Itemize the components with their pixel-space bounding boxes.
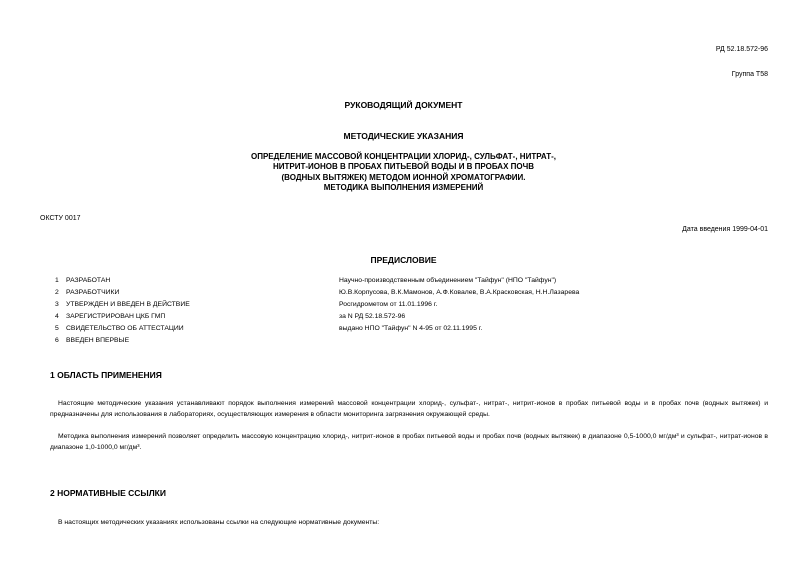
document-kind-heading: МЕТОДИЧЕСКИЕ УКАЗАНИЯ	[343, 131, 464, 141]
section-2-heading: 2 НОРМАТИВНЫЕ ССЫЛКИ	[50, 488, 166, 498]
preface-item-value: Научно-производственным объединением "Тайфун" (НПО "Тайфун")	[339, 277, 557, 284]
preface-heading: ПРЕДИСЛОВИЕ	[370, 255, 437, 265]
title-line: МЕТОДИКА ВЫПОЛНЕНИЯ ИЗМЕРЕНИЙ	[323, 182, 484, 192]
preface-item-label: СВИДЕТЕЛЬСТВО ОБ АТТЕСТАЦИИ	[66, 325, 184, 332]
preface-item	[0, 288, 807, 300]
section-2-paragraph-1: В настоящих методических указаниях использованы ссылки на следующие нормативные документы:	[58, 519, 380, 526]
section-1-paragraph-2: Методика выполнения измерений позволяет определить массовую концентрацию хлорид-, нитрит-ионов в пробах питьевой воды и пробах почв (водных вытяжек) в диапазоне 0,5-1000,0 мг/дм³ и сульфат-, нитрат-ионов в диапазоне 1,0-1000,0 мг/дм³.	[50, 433, 768, 451]
preface-item	[0, 300, 807, 312]
preface-item	[0, 324, 807, 336]
group-code: Группа Т58	[731, 71, 768, 78]
preface-item-label: УТВЕРЖДЕН И ВВЕДЕН В ДЕЙСТВИЕ	[66, 301, 190, 308]
preface-item	[0, 276, 807, 288]
preface-item-label: ЗАРЕГИСТРИРОВАН ЦКБ ГМП	[66, 313, 166, 320]
preface-list	[0, 276, 807, 348]
preface-item-number: 6	[55, 337, 59, 344]
preface-item-value: за N РД 52.18.572-96	[339, 313, 406, 320]
preface-item-value: Ю.В.Корпусова, В.К.Мамонов, А.Ф.Ковалев, В.А.Красковская, Н.Н.Лазарева	[339, 289, 580, 296]
preface-item	[0, 312, 807, 324]
preface-item	[0, 336, 807, 348]
title-line: ОПРЕДЕЛЕНИЕ МАССОВОЙ КОНЦЕНТРАЦИИ ХЛОРИД-, СУЛЬФАТ-, НИТРАТ-,	[251, 152, 556, 161]
okstu-code: ОКСТУ 0017	[40, 215, 81, 222]
preface-item-number: 3	[55, 301, 59, 308]
introduction-date: Дата введения 1999-04-01	[682, 226, 768, 233]
title-line: (ВОДНЫХ ВЫТЯЖЕК) МЕТОДОМ ИОННОЙ ХРОМАТОГРАФИИ.	[281, 172, 526, 182]
preface-item-label: РАЗРАБОТЧИКИ	[66, 289, 120, 296]
document-number: РД 52.18.572-96	[715, 46, 768, 53]
document-type-heading: РУКОВОДЯЩИЙ ДОКУМЕНТ	[344, 100, 463, 110]
preface-item-number: 1	[55, 277, 59, 284]
preface-item-number: 2	[55, 289, 59, 296]
preface-item-number: 5	[55, 325, 59, 332]
preface-item-label: ВВЕДЕН ВПЕРВЫЕ	[66, 337, 130, 344]
section-1-heading: 1 ОБЛАСТЬ ПРИМЕНЕНИЯ	[50, 370, 162, 380]
preface-item-number: 4	[55, 313, 59, 320]
title-line: НИТРИТ-ИОНОВ В ПРОБАХ ПИТЬЕВОЙ ВОДЫ И В ПРОБАХ ПОЧВ	[272, 162, 535, 172]
preface-item-value: выдано НПО "Тайфун" N 4-95 от 02.11.1995 г.	[339, 325, 483, 332]
section-1-paragraph-1: Настоящие методические указания устанавливают порядок выполнения измерений массовой концентрации хлорид-, сульфат-, нитрат-, нитрит-ионов в пробах питьевой воды и в пробах почв (водных вытяжек) и предназначены для использования в лабораториях, осуществляющих измерения в области мониторинга загрязнения окружающей среды.	[50, 400, 768, 418]
document-title	[0, 152, 807, 193]
preface-item-value: Росгидрометом от 11.01.1996 г.	[339, 301, 438, 308]
preface-item-label: РАЗРАБОТАН	[66, 277, 111, 284]
